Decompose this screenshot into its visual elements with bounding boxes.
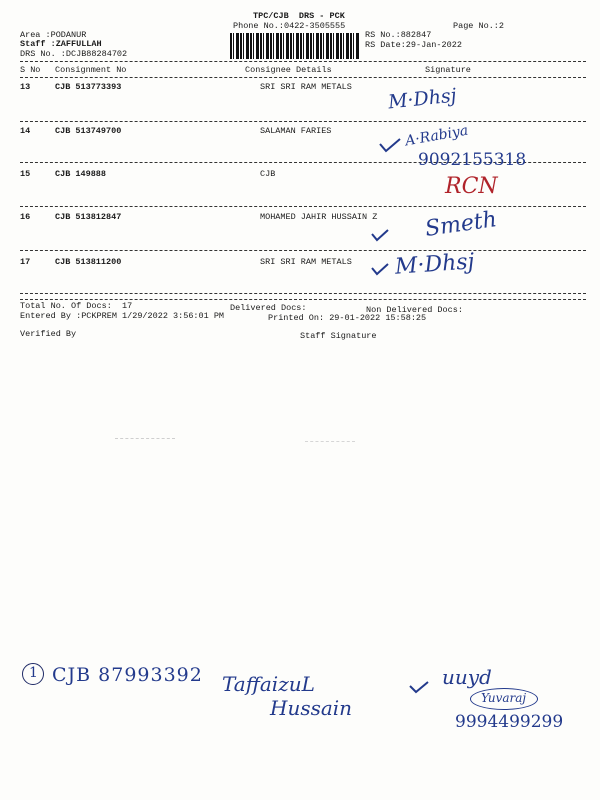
row-consignee: SRI SRI RAM METALS bbox=[260, 82, 352, 92]
row-consignment: CJB 513812847 bbox=[55, 212, 122, 222]
row-sno: 15 bbox=[20, 169, 31, 179]
circled-note bbox=[470, 688, 538, 710]
page-number: Page No.:2 bbox=[453, 21, 505, 31]
phone-row14: 9092155318 bbox=[418, 150, 527, 170]
col-signature: Signature bbox=[425, 65, 471, 75]
row-sno: 16 bbox=[20, 212, 31, 222]
row-rule bbox=[20, 250, 586, 251]
staff-signature: Staff Signature bbox=[300, 331, 377, 341]
row-consignee: SRI SRI RAM METALS bbox=[260, 257, 352, 267]
barcode bbox=[230, 33, 360, 59]
non-delivered-docs: Non Delivered Docs: bbox=[366, 305, 463, 315]
footer-rule bbox=[20, 299, 586, 300]
handwritten-name-line2: Hussain bbox=[270, 696, 353, 720]
rs-number: RS No.:882847 bbox=[365, 30, 432, 40]
header-rule-bottom bbox=[20, 77, 586, 78]
row-rule bbox=[20, 121, 586, 122]
row-consignee: MOHAMED JAHIR HUSSAIN Z bbox=[260, 212, 378, 222]
row-rule bbox=[20, 206, 586, 207]
header-rule-top bbox=[20, 61, 586, 62]
col-sno: S No bbox=[20, 65, 41, 75]
row-consignee: SALAMAN FARIES bbox=[260, 126, 332, 136]
signature-row14: A·Rabiya bbox=[404, 122, 470, 150]
row-consignee: CJB bbox=[260, 169, 276, 179]
scan-artifact bbox=[305, 441, 355, 442]
delivered-docs: Delivered Docs: bbox=[230, 303, 307, 313]
row-sno: 13 bbox=[20, 82, 31, 92]
row-consignment: CJB 149888 bbox=[55, 169, 107, 179]
tick-mark-icon bbox=[370, 262, 390, 276]
total-docs: Total No. Of Docs: 17 bbox=[20, 301, 133, 311]
row-sno: 14 bbox=[20, 126, 31, 136]
circled-number-text: 1 bbox=[29, 665, 38, 681]
circled-note-text: Yuvaraj bbox=[481, 691, 527, 705]
drs-number: DRS No. :DCJB88284702 bbox=[20, 49, 128, 59]
rs-date: RS Date:29-Jan-2022 bbox=[365, 40, 462, 50]
handwritten-sign: uuyd bbox=[442, 665, 492, 689]
row-consignment: CJB 513773393 bbox=[55, 82, 122, 92]
handwritten-name-line1: TaffaizuL bbox=[222, 672, 315, 696]
printed-on: Printed On: 29-01-2022 15:58:25 bbox=[268, 313, 427, 323]
col-consignment: Consignment No bbox=[55, 65, 127, 75]
row-sno: 17 bbox=[20, 257, 31, 267]
staff-label: Staff :ZAFFULLAH bbox=[20, 39, 102, 49]
document-title: TPC/CJB DRS - PCK bbox=[253, 11, 345, 21]
signature-row16: Smeth bbox=[423, 207, 499, 242]
row-consignment: CJB 513811200 bbox=[55, 257, 122, 267]
circled-number bbox=[22, 663, 44, 685]
phone-number: Phone No.:0422-3505555 bbox=[233, 21, 346, 31]
entered-by: Entered By :PCKPREM 1/29/2022 3:56:01 PM bbox=[20, 311, 225, 321]
signature-row13: M·Dhsj bbox=[387, 84, 458, 114]
tick-mark-icon bbox=[408, 680, 430, 694]
area-label: Area :PODANUR bbox=[20, 30, 87, 40]
handwritten-phone: 9994499299 bbox=[455, 712, 564, 732]
scan-artifact bbox=[115, 438, 175, 439]
row-rule bbox=[20, 293, 586, 294]
tick-mark-icon bbox=[370, 228, 390, 242]
row-consignment: CJB 513749700 bbox=[55, 126, 122, 136]
tick-mark-icon bbox=[378, 136, 402, 156]
mark-row15: RCN bbox=[445, 174, 498, 199]
verified-by: Verified By bbox=[20, 329, 77, 339]
col-consignee: Consignee Details bbox=[245, 65, 332, 75]
signature-row17: M·Dhsj bbox=[394, 249, 476, 280]
handwritten-consignment: CJB 87993392 bbox=[52, 664, 203, 686]
